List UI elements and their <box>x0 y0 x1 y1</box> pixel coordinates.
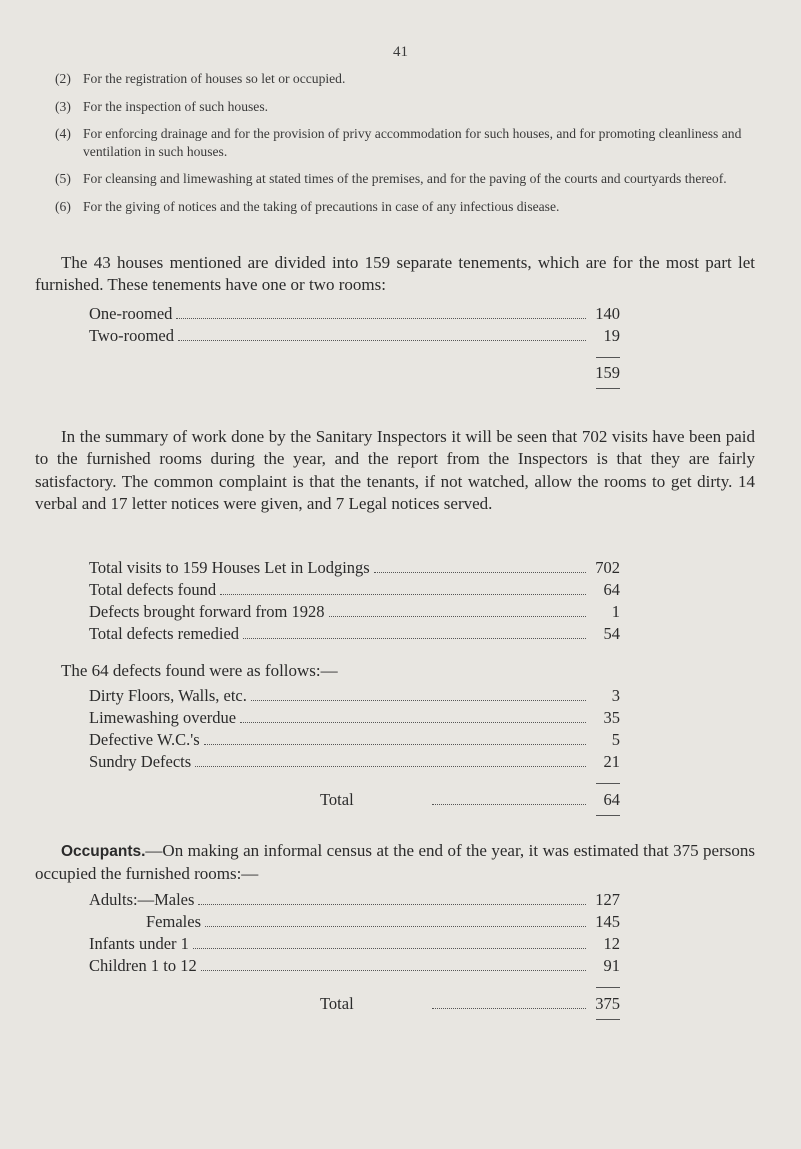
table-row <box>89 685 620 707</box>
table-row <box>89 557 620 579</box>
list-item-number: (5) <box>55 171 71 186</box>
row-value: 64 <box>603 580 620 599</box>
row-label: Total defects remedied <box>89 624 240 643</box>
list-item-number: (2) <box>55 71 71 86</box>
leader-dots <box>220 579 586 595</box>
occupants-text: —On making an informal census at the end of the year, it was estimated that 375 persons occupied the furnished rooms:— <box>35 841 755 884</box>
list-item-text: For cleansing and limewashing at stated times of the premises, and for the paving of the courts and courtyards thereof. <box>83 171 727 186</box>
total-row <box>89 789 620 811</box>
list-item <box>55 170 755 188</box>
defects-table <box>89 685 620 816</box>
sum-rule <box>596 357 620 358</box>
row-label: Sundry Defects <box>89 752 192 771</box>
table-row <box>89 601 620 623</box>
row-value: 702 <box>595 558 620 577</box>
list-item-text: For the giving of notices and the taking of precautions in case of any infectious disease. <box>83 198 560 214</box>
list-item-number: (4) <box>55 126 71 141</box>
list-item-text: For enforcing drainage and for the provision of privy accommodation for such houses, and for promoting cleanliness and ventilation in such houses. <box>83 126 742 159</box>
row-label: Children 1 to 12 <box>89 956 197 975</box>
table-row <box>89 955 620 977</box>
table-row <box>89 579 620 601</box>
row-label: Dirty Floors, Walls, etc. <box>89 686 247 705</box>
leader-dots <box>176 303 586 319</box>
list-item <box>55 70 755 88</box>
table-row <box>89 911 620 933</box>
page-number: 41 <box>393 44 408 60</box>
occupants-table <box>89 889 620 1020</box>
sum-rule <box>596 815 620 816</box>
total-value: 159 <box>595 363 620 382</box>
row-label: Limewashing overdue <box>89 708 237 727</box>
total-value: 375 <box>595 994 620 1013</box>
leader-dots <box>329 601 586 617</box>
row-label: One-roomed <box>89 304 173 323</box>
table-row <box>89 933 620 955</box>
row-value: 12 <box>603 934 620 953</box>
list-item-text: For the registration of houses so let or occupied. <box>83 71 346 86</box>
leader-dots <box>195 751 586 767</box>
sum-rule <box>596 987 620 988</box>
powers-list <box>55 70 755 225</box>
row-label: Females <box>146 912 201 931</box>
row-value: 5 <box>611 730 620 749</box>
table-row <box>89 623 620 645</box>
row-value: 140 <box>595 304 620 323</box>
leader-dots <box>178 325 586 341</box>
sum-rule <box>596 783 620 784</box>
total-label: Total <box>320 790 354 809</box>
table-row <box>89 729 620 751</box>
defects-heading: The 64 defects found were as follows:— <box>61 661 338 680</box>
list-item-number: (6) <box>55 198 71 214</box>
leader-dots <box>198 889 586 905</box>
list-item <box>55 125 755 160</box>
table-row <box>89 325 620 347</box>
sum-rule <box>596 1019 620 1020</box>
total-row <box>89 993 620 1015</box>
row-value: 19 <box>603 326 620 345</box>
table-row <box>89 707 620 729</box>
row-label: Defective W.C.'s <box>89 730 200 749</box>
row-label: Two-roomed <box>89 326 174 345</box>
row-label: Infants under 1 <box>89 934 189 953</box>
table-row <box>89 889 620 911</box>
tenements-paragraph: The 43 houses mentioned are divided into 159 separate tenements, which are for the most part let furnished. These tenements have one or two rooms: <box>35 253 755 295</box>
list-item <box>55 198 755 216</box>
row-value: 127 <box>595 890 620 909</box>
table-row <box>89 751 620 773</box>
row-label: Total visits to 159 Houses Let in Lodgings <box>89 558 370 577</box>
row-value: 54 <box>603 624 620 643</box>
leader-dots <box>251 685 586 701</box>
total-row <box>89 362 620 384</box>
total-value: 64 <box>603 790 620 809</box>
list-item-number: (3) <box>55 98 71 114</box>
leader-dots <box>240 707 586 723</box>
row-label: Total defects found <box>89 580 217 599</box>
leader-dots <box>204 729 586 745</box>
leader-dots <box>432 789 586 805</box>
occupants-paragraph <box>35 840 755 886</box>
leader-dots <box>374 557 586 573</box>
row-value: 145 <box>595 912 620 931</box>
summary-paragraph: In the summary of work done by the Sanitary Inspectors it will be seen that 702 visits have been paid to the furnished rooms during the year, and the report from the Inspectors is that they are fairly satisfactory. The common complaint is that the tenants, if not watched, allow the rooms to get dirty. 14 verbal and 17 letter notices were given, and 7 Legal notices served. <box>35 427 755 514</box>
tenements-table <box>89 303 620 389</box>
list-item-text: For the inspection of such houses. <box>83 98 269 114</box>
total-label: Total <box>320 994 354 1013</box>
row-label: Adults:—Males <box>89 890 195 909</box>
leader-dots <box>243 623 586 639</box>
row-value: 91 <box>603 956 620 975</box>
row-value: 3 <box>611 686 620 705</box>
leader-dots <box>193 933 586 949</box>
table-row <box>89 303 620 325</box>
occupants-heading: Occupants. <box>61 843 146 860</box>
visits-table <box>89 557 620 645</box>
leader-dots <box>201 955 586 971</box>
list-item <box>55 98 755 116</box>
sum-rule <box>596 388 620 389</box>
leader-dots <box>432 993 586 1009</box>
row-value: 1 <box>611 602 620 621</box>
leader-dots <box>205 911 586 927</box>
row-value: 35 <box>603 708 620 727</box>
row-label: Defects brought forward from 1928 <box>89 602 325 621</box>
row-value: 21 <box>603 752 620 771</box>
